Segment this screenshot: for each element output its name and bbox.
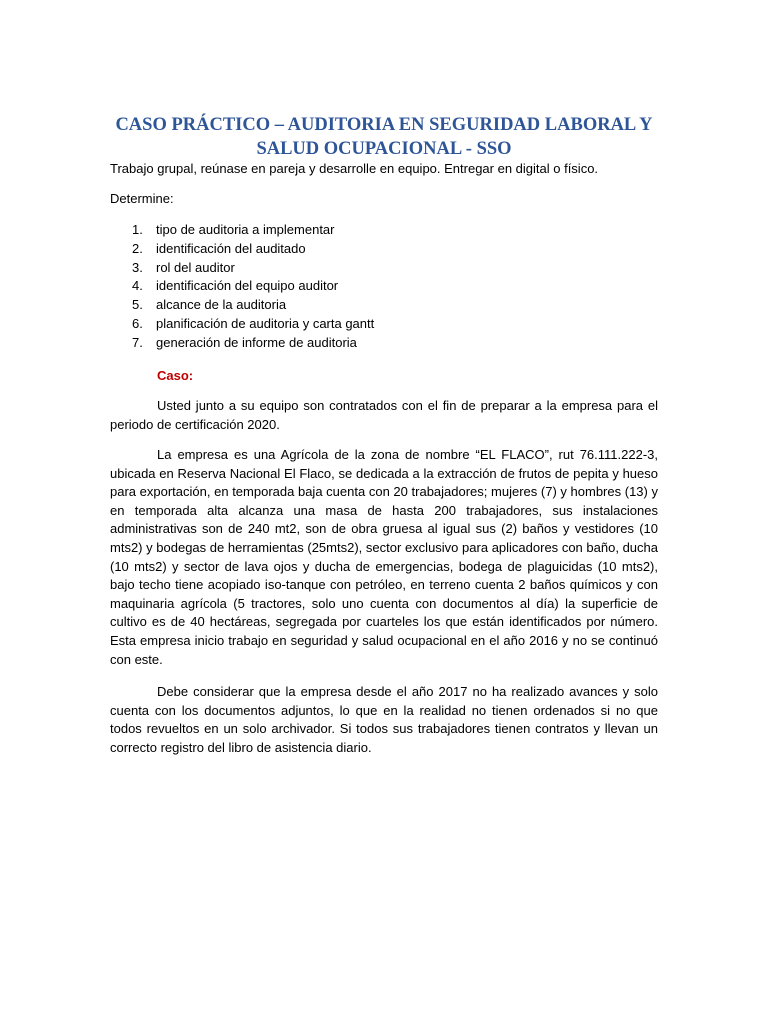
list-item-number: 1. — [132, 222, 143, 237]
determine-label: Determine: — [110, 191, 174, 206]
paragraph-context: Usted junto a su equipo son contratados con el fin de preparar a la empresa para el periodo de certificación 2020. — [110, 398, 658, 432]
task-list — [110, 221, 374, 353]
list-item-number: 6. — [132, 315, 143, 331]
list-item-number: 2. — [132, 240, 143, 256]
list-item-text: planificación de auditoria y carta gantt — [156, 315, 375, 331]
document-title: CASO PRÁCTICO – AUDITORIA EN SEGURIDAD LABORAL Y SALUD OCUPACIONAL - SSO — [115, 115, 653, 159]
list-item-text: rol del auditor — [156, 259, 235, 275]
list-item-text: alcance de la auditoria — [156, 297, 287, 313]
paragraph-considerations: Debe considerar que la empresa desde el año 2017 no ha realizado avances y solo cuenta con los documentos adjuntos, lo que en la realidad no tienen ordenados si no que todos revueltos en un solo archivador. Si todos sus trabajadores tienen contratos y llevan un correcto registro del libro de asistencia diario. — [110, 684, 658, 755]
caso-heading: Caso: — [157, 368, 194, 383]
list-item-number: 7. — [132, 334, 143, 350]
list-item-text: tipo de auditoria a implementar — [156, 222, 335, 237]
list-item — [110, 315, 374, 334]
list-item — [110, 334, 374, 353]
list-item — [110, 277, 374, 296]
list-item — [110, 259, 374, 278]
paragraph-company-description: La empresa es una Agrícola de la zona de nombre “EL FLACO”, rut 76.111.222-3, ubicada en Reserva Nacional El Flaco, se dedicada a la extracción de frutos de pepita y hueso para exportación, en temporada baja cuenta con 20 trabajadores; mujeres (7) y hombres (13) y en temporada alta alcanza una masa de hasta 200 trabajadores, sus instalaciones administrativas son de 240 mt2, son de obra gruesa al igual sus (2) baños y vestidores (10 mts2) y bodegas de herramientas (25mts2), sector exclusivo para aplicadores con baño, ducha (10 mts2) y sector de lava ojos y ducha de emergencias, bodega de plaguicidas (10 mts2), bajo techo tiene acopiado iso-tanque con petróleo, en terreno cuenta 2 baños químicos y con maquinaria agrícola (5 tractores, solo uno cuenta con documentos al día) la superficie de cultivo es de 40 hectáreas, segregada por cuarteles los que están identificados por número. Esta empresa inicio trabajo en seguridad y salud ocupacional en el año 2016 y no se continuó con este. — [110, 447, 658, 667]
list-item-number: 4. — [132, 278, 143, 294]
list-item — [110, 296, 374, 315]
list-item-number: 3. — [132, 259, 143, 275]
list-item — [110, 221, 374, 240]
list-item-number: 5. — [132, 297, 143, 313]
list-item — [110, 240, 374, 259]
intro-text: Trabajo grupal, reúnase en pareja y desarrolle en equipo. Entregar en digital o físico. — [110, 161, 599, 176]
list-item-text: identificación del auditado — [156, 240, 306, 256]
list-item-text: generación de informe de auditoria — [156, 334, 357, 350]
list-item-text: identificación del equipo auditor — [156, 278, 339, 294]
